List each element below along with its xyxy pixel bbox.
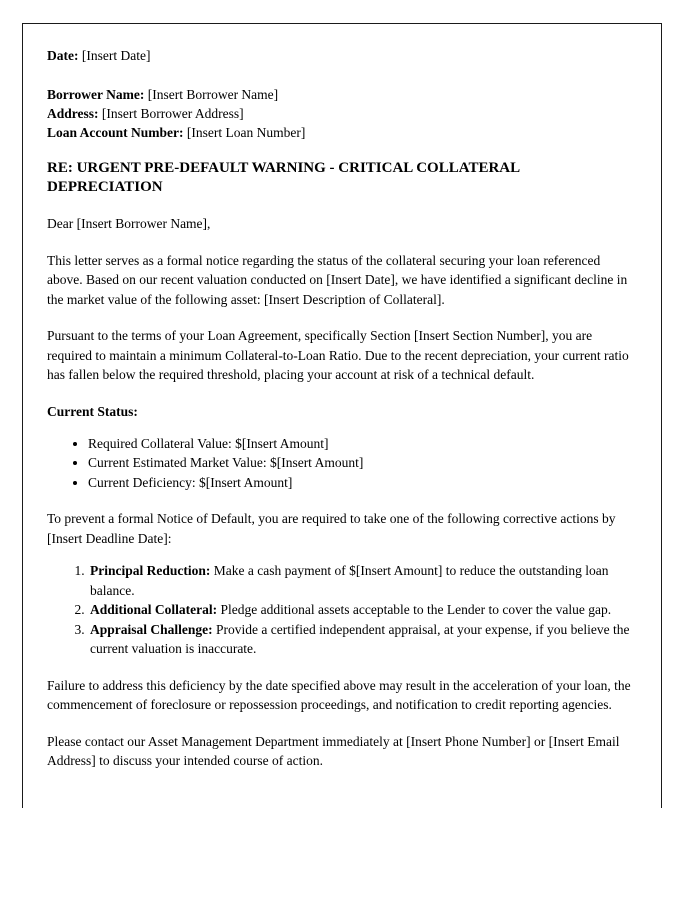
spacer bbox=[47, 65, 632, 85]
paragraph-loan-agreement-terms: Pursuant to the terms of your Loan Agreement, specifically Section [Insert Section Number], you are required to maintain a minimum Collateral-to-Loan Ratio. Due to the recent depreciation, your current ratio has fallen below the required threshold, placing your account at risk of a technical default. bbox=[47, 328, 629, 382]
paragraph-corrective-actions-intro: To prevent a formal Notice of Default, you are required to take one of the following corrective actions by [Insert Deadline Date]: bbox=[47, 511, 616, 546]
loan-account-number-value: [Insert Loan Number] bbox=[186, 125, 306, 140]
loan-account-number-label: Loan Account Number: bbox=[47, 125, 184, 140]
borrower-address-row bbox=[47, 104, 632, 123]
borrower-name-label: Borrower Name: bbox=[47, 87, 145, 102]
date-field-label: Date: bbox=[47, 48, 79, 63]
spacer bbox=[47, 492, 632, 509]
current-status-list bbox=[47, 434, 632, 493]
list-item bbox=[88, 600, 632, 620]
borrower-address-value: [Insert Borrower Address] bbox=[101, 106, 244, 121]
document-page bbox=[22, 23, 662, 808]
document-body bbox=[23, 24, 661, 771]
date-field-row bbox=[47, 46, 632, 65]
action-title: Appraisal Challenge: bbox=[90, 621, 213, 637]
action-body: Pledge additional assets acceptable to the Lender to cover the value gap. bbox=[217, 602, 612, 617]
spacer bbox=[47, 421, 632, 434]
subject-heading: RE: URGENT PRE-DEFAULT WARNING - CRITICAL COLLATERAL DEPRECIATION bbox=[47, 160, 520, 195]
salutation: Dear [Insert Borrower Name], bbox=[47, 216, 211, 231]
spacer bbox=[47, 309, 632, 326]
spacer bbox=[47, 142, 632, 159]
list-item: • Current Estimated Market Value: $[Insert Amount] bbox=[88, 453, 632, 473]
loan-account-number-row bbox=[47, 123, 632, 142]
spacer bbox=[47, 197, 632, 214]
list-item: • Current Deficiency: $[Insert Amount] bbox=[88, 473, 632, 493]
borrower-address-label: Address: bbox=[47, 106, 99, 121]
action-body: Make a cash payment of $[Insert Amount] to reduce the outstanding loan balance. bbox=[90, 563, 609, 598]
spacer bbox=[47, 659, 632, 676]
paragraph-contact-info: Please contact our Asset Management Department immediately at [Insert Phone Number] or [Insert Email Address] to discuss your intended course of action. bbox=[47, 733, 620, 768]
date-field-value: [Insert Date] bbox=[81, 48, 151, 63]
spacer bbox=[47, 234, 632, 251]
spacer bbox=[47, 715, 632, 732]
spacer bbox=[47, 385, 632, 402]
list-item bbox=[88, 620, 632, 659]
borrower-name-row bbox=[47, 85, 632, 104]
list-item: • Required Collateral Value: $[Insert Amount] bbox=[88, 434, 632, 454]
borrower-name-value: [Insert Borrower Name] bbox=[147, 87, 279, 102]
corrective-actions-list bbox=[47, 561, 632, 659]
paragraph-collateral-notice: This letter serves as a formal notice regarding the status of the collateral securing your loan referenced above. Based on our recent valuation conducted on [Insert Date], we have identified a significant decline in the market value of the following asset: [Insert Description of Collateral]. bbox=[47, 252, 628, 307]
paragraph-failure-consequences: Failure to address this deficiency by the date specified above may result in the acceleration of your loan, the commencement of foreclosure or repossession proceedings, and notification to credit reporting agencies. bbox=[47, 677, 631, 712]
current-status-heading: Current Status: bbox=[47, 403, 138, 419]
spacer bbox=[47, 548, 632, 561]
list-item bbox=[88, 561, 632, 600]
action-body: Provide a certified independent appraisal, at your expense, if you believe the current valuation is inaccurate. bbox=[90, 621, 630, 656]
action-title: Additional Collateral: bbox=[90, 602, 218, 617]
action-title: Principal Reduction: bbox=[90, 563, 211, 578]
